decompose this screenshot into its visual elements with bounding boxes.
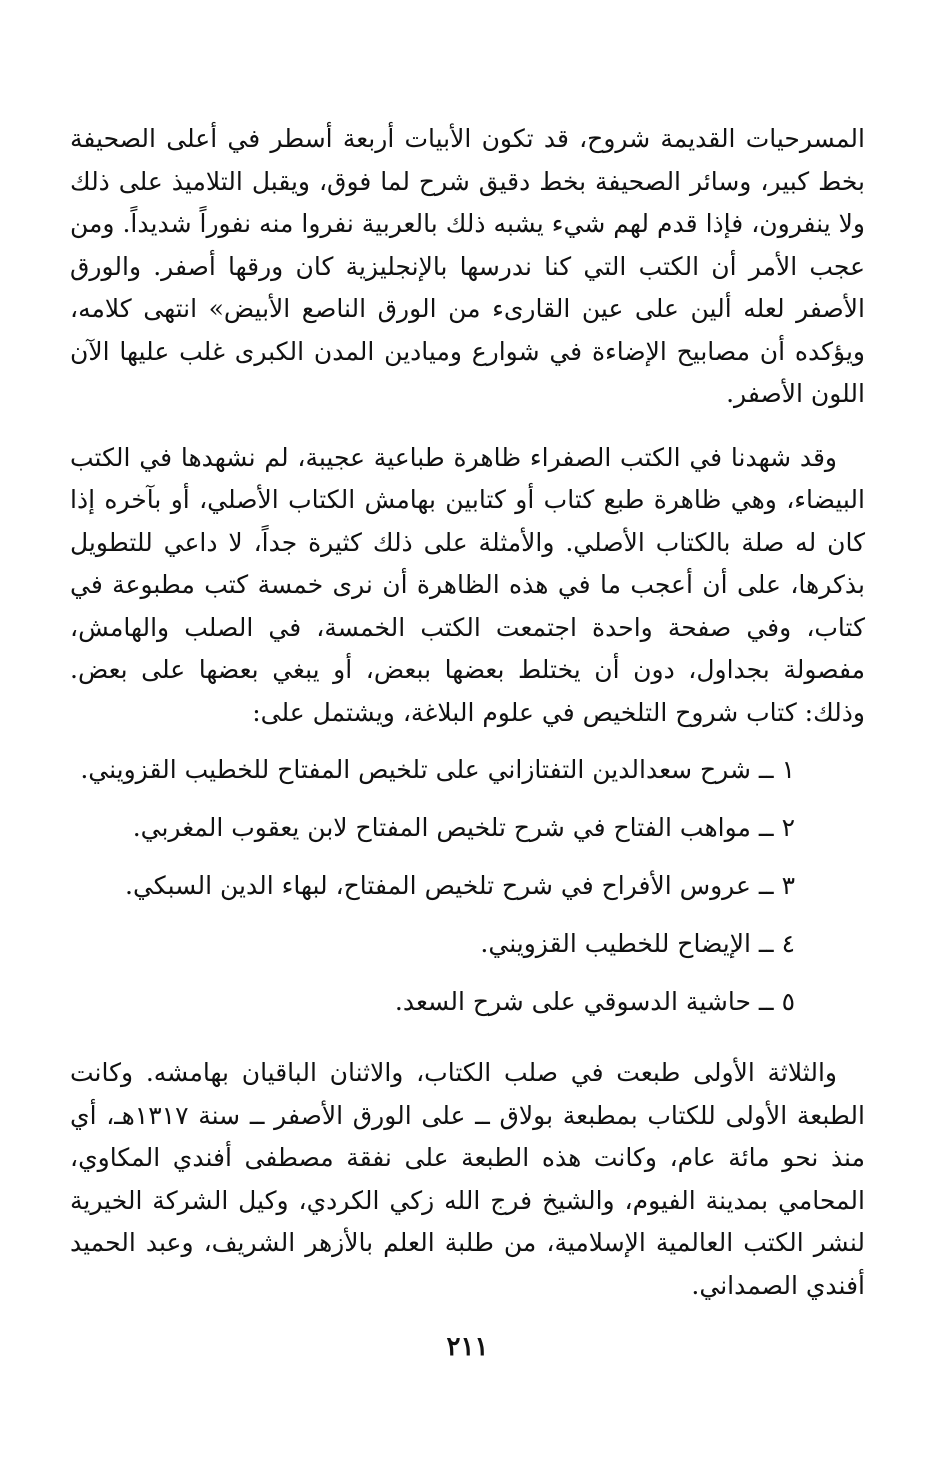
list-item-text: مواهب الفتاح في شرح تلخيص المفتاح لابن يعقوب المغربي.: [132, 813, 751, 842]
list-item: [70, 980, 865, 1038]
list-item-number: ٤: [781, 929, 795, 958]
list-item-text: الإيضاح للخطيب القزويني.: [480, 929, 751, 958]
paragraph-3: والثلاثة الأولى طبعت في صلب الكتاب، والاثنان الباقيان بهامشه. وكانت الطبعة الأولى للكتاب بمطبعة بولاق ــ على الورق الأصفر ــ سنة ١٣١٧هـ، أي منذ نحو مائة عام، وكانت هذه الطبعة على نفقة مصطفى أفندي المكاوي، المحامي بمدينة الفيوم، والشيخ فرج الله زكي الكردي، وكيل الشركة الخيرية لنشر الكتب العالمية الإسلامية، من طلبة العلم بالأزهر الشريف، وعبد الحميد أفندي الصمداني.: [70, 1058, 865, 1300]
book-list: [70, 748, 865, 1038]
list-item: [70, 864, 865, 922]
list-item-dash: ــ: [758, 929, 774, 958]
list-item: [70, 806, 865, 864]
list-item-dash: ــ: [758, 987, 774, 1016]
list-item-number: ٥: [781, 987, 795, 1016]
page-number: ٢١١: [446, 1332, 489, 1362]
page-body: [70, 118, 865, 1307]
list-item-text: شرح سعدالدين التفتازاني على تلخيص المفتاح للخطيب القزويني.: [80, 755, 751, 784]
list-item-text: عروس الأفراح في شرح تلخيص المفتاح، لبهاء الدين السبكي.: [125, 871, 751, 900]
list-item-text: حاشية الدسوقي على شرح السعد.: [394, 987, 751, 1016]
list-item: [70, 748, 865, 806]
list-item-number: ٢: [781, 813, 795, 842]
paragraph-1: المسرحيات القديمة شروح، قد تكون الأبيات أربعة أسطر في أعلى الصحيفة بخط كبير، وسائر الصحيفة بخط دقيق شرح لما فوق، ويقبل التلاميذ على ذلك ولا ينفرون، فإذا قدم لهم شيء يشبه ذلك بالعربية نفروا منه نفوراً شديداً. ومن عجب الأمر أن الكتب التي كنا ندرسها بالإنجليزية كان ورقها أصفر. والورق الأصفر لعله ألين على عين القارىء من الورق الناصع الأبيض» انتهى كلامه، ويؤكده أن مصابيح الإضاءة في شوارع وميادين المدن الكبرى غلب عليها الآن اللون الأصفر.: [70, 124, 865, 408]
list-item-number: ١: [781, 755, 795, 784]
paragraph-2: وقد شهدنا في الكتب الصفراء ظاهرة طباعية عجيبة، لم نشهدها في الكتب البيضاء، وهي ظاهرة طبع كتاب أو كتابين بهامش الكتاب الأصلي، أو بآخره إذا كان له صلة بالكتاب الأصلي. والأمثلة على ذلك كثيرة جداً، لا داعي للتطويل بذكرها، على أن أعجب ما في هذه الظاهرة أن نرى خمسة كتب مطبوعة في كتاب، وفي صفحة واحدة اجتمعت الكتب الخمسة، في الصلب والهامش، مفصولة بجداول، دون أن يختلط بعضها ببعض، أو يبغي بعضها على بعض. وذلك: كتاب شروح التلخيص في علوم البلاغة، ويشتمل على:: [70, 442, 865, 727]
list-item-number: ٣: [781, 871, 795, 900]
list-item-dash: ــ: [758, 755, 774, 784]
list-item-dash: ــ: [758, 813, 774, 842]
list-item: [70, 922, 865, 980]
list-item-dash: ــ: [758, 871, 774, 900]
